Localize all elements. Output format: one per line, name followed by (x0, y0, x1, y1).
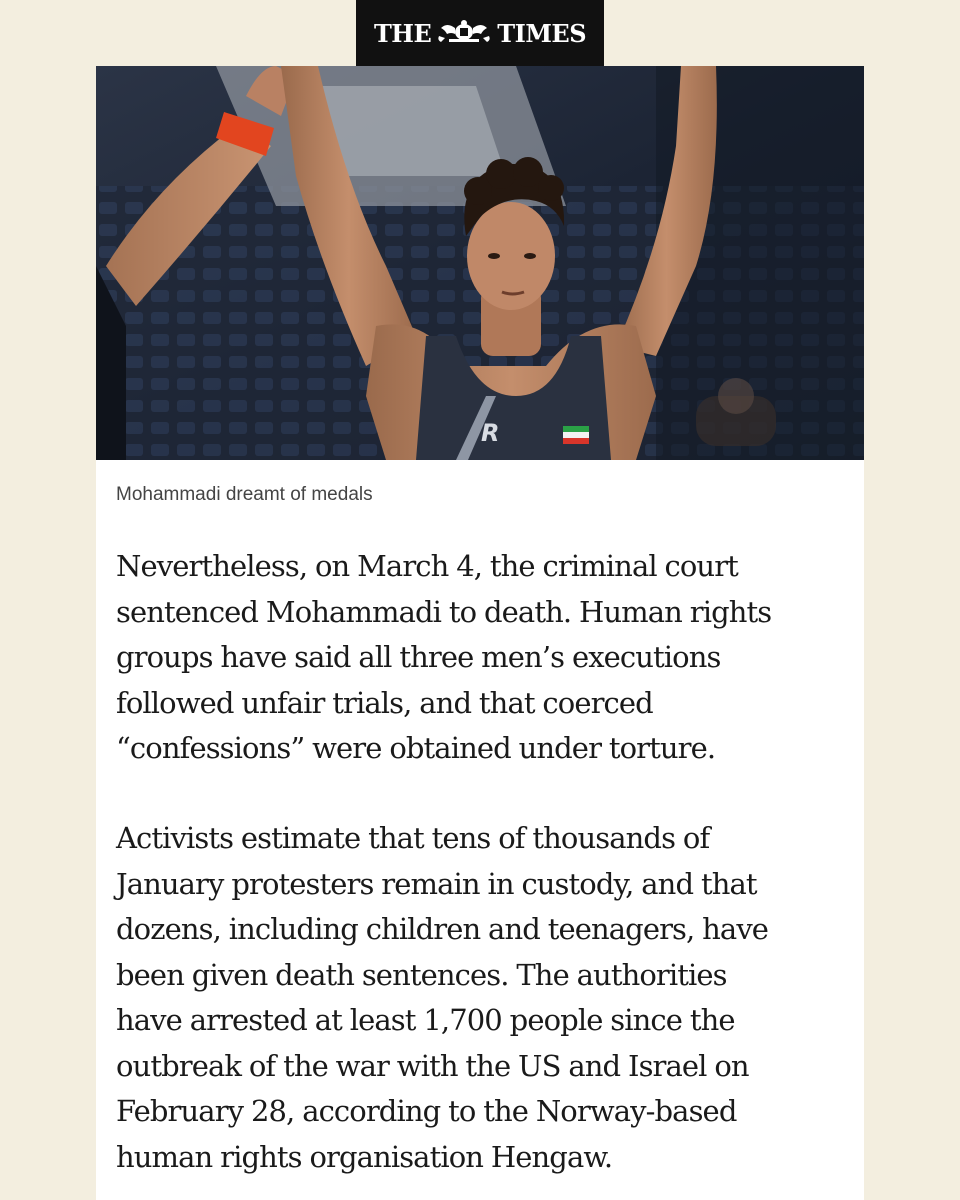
paragraph-line: groups have said all three men’s executions (116, 640, 721, 674)
singlet-logo: R (481, 419, 500, 447)
paragraph-line: “confessions” were obtained under torture. (116, 731, 716, 765)
paragraph-line: Activists estimate that tens of thousands of (116, 821, 710, 855)
paragraph-line: been given death sentences. The authorities (116, 957, 727, 992)
paragraph-line: January protesters remain in custody, and that (116, 866, 757, 901)
article-paragraph-2 (116, 816, 856, 1180)
royal-crest-icon (435, 18, 493, 49)
paragraph-line: have arrested at least 1,700 people since the (116, 1003, 735, 1037)
masthead-times: TIMES (497, 18, 587, 48)
paragraph-line: dozens, including children and teenagers, have (116, 912, 769, 946)
photo-caption: Mohammadi dreamt of medals (116, 484, 373, 505)
masthead (356, 0, 604, 66)
paragraph-line: sentenced Mohammadi to death. Human rights (116, 594, 772, 629)
paragraph-line: followed unfair trials, and that coerced (116, 685, 653, 720)
paragraph-line: human rights organisation Hengaw. (116, 1139, 613, 1174)
paragraph-line: February 28, according to the Norway-based (116, 1094, 737, 1128)
masthead-the: THE (373, 18, 432, 48)
paragraph-line: outbreak of the war with the US and Israel on (116, 1048, 749, 1083)
article-paragraph-1 (116, 544, 856, 772)
paragraph-line: Nevertheless, on March 4, the criminal court (116, 549, 738, 583)
article-card (96, 66, 864, 1200)
article-photo (96, 66, 864, 460)
